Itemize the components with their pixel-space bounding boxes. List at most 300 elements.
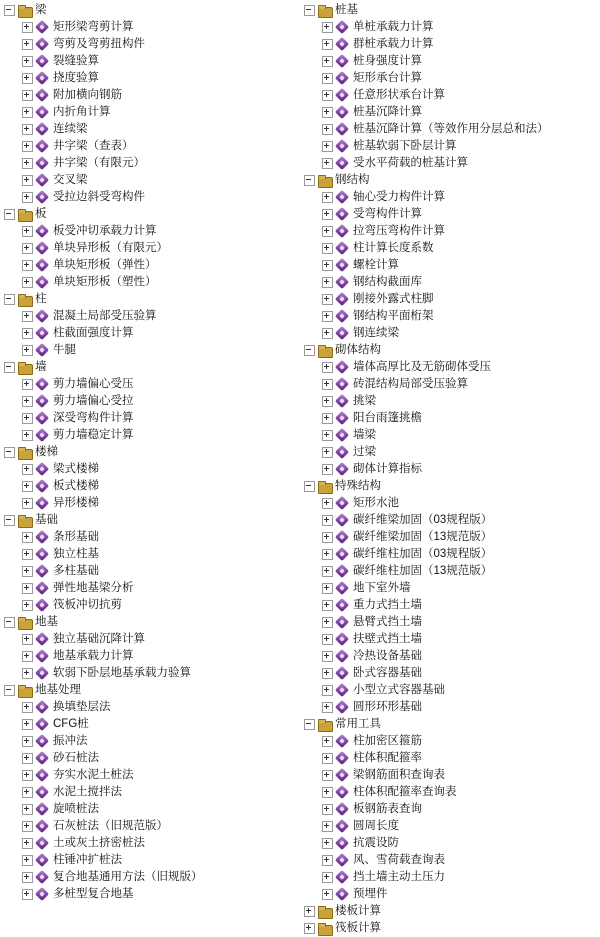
tree-group-item[interactable] <box>4 512 300 529</box>
tree-leaf-item[interactable] <box>4 886 300 903</box>
document-icon <box>336 634 350 646</box>
tree-leaf-item[interactable] <box>304 512 600 529</box>
collapse-minus-icon[interactable] <box>304 175 315 186</box>
expand-plus-icon[interactable] <box>22 855 33 866</box>
tree-item-label: 砌体计算指标 <box>353 463 422 475</box>
tree-item-label: 挑梁 <box>353 395 376 407</box>
expand-plus-icon[interactable] <box>322 668 333 679</box>
tree-leaf-item[interactable] <box>304 682 600 699</box>
expand-plus-icon[interactable] <box>22 549 33 560</box>
tree-item-label: 挠度验算 <box>53 72 99 84</box>
expand-plus-icon[interactable] <box>22 532 33 543</box>
tree-item-label: 板式楼梯 <box>53 480 99 492</box>
tree-item-label: 冷热设备基础 <box>353 650 422 662</box>
collapse-minus-icon[interactable] <box>304 481 315 492</box>
tree-leaf-item[interactable] <box>4 410 300 427</box>
expand-plus-icon[interactable] <box>322 566 333 577</box>
expand-plus-icon[interactable] <box>22 73 33 84</box>
expand-plus-icon[interactable] <box>322 447 333 458</box>
expand-plus-icon[interactable] <box>22 430 33 441</box>
tree-leaf-item[interactable] <box>4 784 300 801</box>
tree-item-label: 井字梁（查表） <box>53 140 134 152</box>
tree-item-label: 矩形梁弯剪计算 <box>53 21 134 33</box>
tree-leaf-item[interactable] <box>4 495 300 512</box>
expand-plus-icon[interactable] <box>22 175 33 186</box>
tree-leaf-item[interactable] <box>4 104 300 121</box>
expand-plus-icon[interactable] <box>322 600 333 611</box>
tree-leaf-item[interactable] <box>304 631 600 648</box>
tree-leaf-item[interactable] <box>4 427 300 444</box>
tree-leaf-item[interactable] <box>4 478 300 495</box>
tree-item-label: 砖混结构局部受压验算 <box>353 378 468 390</box>
tree-leaf-item[interactable] <box>4 716 300 733</box>
expand-plus-icon[interactable] <box>22 141 33 152</box>
expand-plus-icon[interactable] <box>22 736 33 747</box>
expand-plus-icon[interactable] <box>322 498 333 509</box>
tree-leaf-item[interactable] <box>4 546 300 563</box>
tree-leaf-item[interactable] <box>4 818 300 835</box>
expand-plus-icon[interactable] <box>22 39 33 50</box>
document-icon <box>336 651 350 663</box>
expand-plus-icon[interactable] <box>322 260 333 271</box>
expand-plus-icon[interactable] <box>22 192 33 203</box>
expand-plus-icon[interactable] <box>322 532 333 543</box>
collapse-minus-icon[interactable] <box>4 5 15 16</box>
tree-leaf-item[interactable] <box>4 189 300 206</box>
document-icon <box>36 872 50 884</box>
expand-plus-icon[interactable] <box>22 634 33 645</box>
document-icon <box>336 889 350 901</box>
document-icon <box>36 481 50 493</box>
document-icon <box>36 804 50 816</box>
tree-leaf-item[interactable] <box>304 444 600 461</box>
tree-leaf-item[interactable] <box>304 121 600 138</box>
expand-plus-icon[interactable] <box>22 107 33 118</box>
tree-leaf-item[interactable] <box>4 393 300 410</box>
expand-plus-icon[interactable] <box>22 889 33 900</box>
expand-plus-icon[interactable] <box>322 515 333 526</box>
tree-leaf-item[interactable] <box>304 257 600 274</box>
tree-leaf-item[interactable] <box>304 733 600 750</box>
tree-leaf-item[interactable] <box>4 257 300 274</box>
tree-leaf-item[interactable] <box>4 70 300 87</box>
tree-leaf-item[interactable] <box>304 886 600 903</box>
document-icon <box>36 719 50 731</box>
expand-plus-icon[interactable] <box>322 328 333 339</box>
tree-item-label: 受水平荷载的桩基计算 <box>353 157 468 169</box>
tree-leaf-item[interactable] <box>304 767 600 784</box>
collapse-minus-icon[interactable] <box>4 447 15 458</box>
expand-plus-icon[interactable] <box>22 277 33 288</box>
tree-leaf-item[interactable] <box>4 699 300 716</box>
expand-plus-icon[interactable] <box>22 260 33 271</box>
expand-plus-icon[interactable] <box>322 158 333 169</box>
expand-plus-icon[interactable] <box>322 838 333 849</box>
tree-leaf-item[interactable] <box>304 223 600 240</box>
document-icon <box>36 702 50 714</box>
tree-leaf-item[interactable] <box>4 665 300 682</box>
expand-plus-icon[interactable] <box>322 787 333 798</box>
document-icon <box>36 430 50 442</box>
tree-leaf-item[interactable] <box>304 580 600 597</box>
tree-leaf-item[interactable] <box>304 750 600 767</box>
tree-group-item[interactable] <box>4 2 300 19</box>
tree-leaf-item[interactable] <box>304 461 600 478</box>
expand-plus-icon[interactable] <box>304 906 315 917</box>
tree-item-label: 地下室外墙 <box>353 582 411 594</box>
expand-plus-icon[interactable] <box>22 600 33 611</box>
tree-leaf-item[interactable] <box>4 155 300 172</box>
tree-leaf-item[interactable] <box>4 733 300 750</box>
document-icon <box>36 243 50 255</box>
expand-plus-icon[interactable] <box>322 39 333 50</box>
document-icon <box>36 175 50 187</box>
tree-item-label: 梁式楼梯 <box>53 463 99 475</box>
expand-plus-icon[interactable] <box>22 396 33 407</box>
document-icon <box>36 311 50 323</box>
collapse-minus-icon[interactable] <box>304 719 315 730</box>
tree-leaf-item[interactable] <box>4 172 300 189</box>
tree-group-item[interactable] <box>4 291 300 308</box>
expand-plus-icon[interactable] <box>322 736 333 747</box>
tree-leaf-item[interactable] <box>304 308 600 325</box>
expand-plus-icon[interactable] <box>322 464 333 475</box>
document-icon <box>36 90 50 102</box>
tree-item-label: 墙 <box>35 361 47 373</box>
tree-item-label: 土或灰土挤密桩法 <box>53 837 145 849</box>
tree-leaf-item[interactable] <box>4 597 300 614</box>
expand-plus-icon[interactable] <box>322 124 333 135</box>
document-icon <box>336 838 350 850</box>
collapse-minus-icon[interactable] <box>4 362 15 373</box>
expand-plus-icon[interactable] <box>22 787 33 798</box>
tree-item-label: 墙体高厚比及无筋砌体受压 <box>353 361 491 373</box>
document-icon <box>336 787 350 799</box>
expand-plus-icon[interactable] <box>322 634 333 645</box>
expand-plus-icon[interactable] <box>22 668 33 679</box>
expand-plus-icon[interactable] <box>322 872 333 883</box>
collapse-minus-icon[interactable] <box>304 345 315 356</box>
tree-group-item[interactable] <box>4 682 300 699</box>
tree-item-label: 风、雪荷载查询表 <box>353 854 445 866</box>
expand-plus-icon[interactable] <box>322 821 333 832</box>
tree-leaf-item[interactable] <box>4 580 300 597</box>
expand-plus-icon[interactable] <box>22 804 33 815</box>
expand-plus-icon[interactable] <box>22 226 33 237</box>
tree-item-label: 碳纤维柱加固（13规范版） <box>353 565 493 577</box>
tree-leaf-item[interactable] <box>304 104 600 121</box>
document-icon <box>336 362 350 374</box>
tree-item-label: 板 <box>35 208 47 220</box>
tree-leaf-item[interactable] <box>304 818 600 835</box>
tree-leaf-item[interactable] <box>304 36 600 53</box>
expand-plus-icon[interactable] <box>22 464 33 475</box>
tree-item-label: 任意形状承台计算 <box>353 89 445 101</box>
folder-icon <box>318 5 332 17</box>
expand-plus-icon[interactable] <box>322 413 333 424</box>
tree-leaf-item[interactable] <box>4 869 300 886</box>
expand-plus-icon[interactable] <box>322 226 333 237</box>
tree-leaf-item[interactable] <box>304 155 600 172</box>
collapse-minus-icon[interactable] <box>4 685 15 696</box>
tree-leaf-item[interactable] <box>304 325 600 342</box>
tree-leaf-item[interactable] <box>4 529 300 546</box>
tree-leaf-item[interactable] <box>304 801 600 818</box>
tree-group-item[interactable] <box>4 359 300 376</box>
expand-plus-icon[interactable] <box>22 56 33 67</box>
tree-item-label: 楼板计算 <box>335 905 381 917</box>
document-icon <box>336 464 350 476</box>
collapse-minus-icon[interactable] <box>4 294 15 305</box>
document-icon <box>36 855 50 867</box>
tree-item-label: 交叉梁 <box>53 174 88 186</box>
expand-plus-icon[interactable] <box>322 396 333 407</box>
expand-plus-icon[interactable] <box>22 243 33 254</box>
tree-group-item[interactable] <box>304 920 600 937</box>
expand-plus-icon[interactable] <box>22 90 33 101</box>
tree-leaf-item[interactable] <box>4 750 300 767</box>
tree-group-item[interactable] <box>304 903 600 920</box>
tree-leaf-item[interactable] <box>4 342 300 359</box>
document-icon <box>336 260 350 272</box>
tree-leaf-item[interactable] <box>4 223 300 240</box>
tree-item-label: 夯实水泥土桩法 <box>53 769 134 781</box>
document-icon <box>36 39 50 51</box>
expand-plus-icon[interactable] <box>322 311 333 322</box>
tree-item-label: 基础 <box>35 514 58 526</box>
tree-item-label: 砌体结构 <box>335 344 381 356</box>
expand-plus-icon[interactable] <box>322 209 333 220</box>
tree-item-label: 软弱下卧层地基承载力验算 <box>53 667 191 679</box>
tree-leaf-item[interactable] <box>4 36 300 53</box>
document-icon <box>36 379 50 391</box>
tree-leaf-item[interactable] <box>304 206 600 223</box>
expand-plus-icon[interactable] <box>22 719 33 730</box>
expand-plus-icon[interactable] <box>22 583 33 594</box>
tree-leaf-item[interactable] <box>4 240 300 257</box>
expand-plus-icon[interactable] <box>22 651 33 662</box>
expand-plus-icon[interactable] <box>322 73 333 84</box>
document-icon <box>336 226 350 238</box>
expand-plus-icon[interactable] <box>322 770 333 781</box>
tree-group-item[interactable] <box>304 478 600 495</box>
tree-leaf-item[interactable] <box>4 376 300 393</box>
expand-plus-icon[interactable] <box>22 838 33 849</box>
folder-icon <box>318 906 332 918</box>
tree-leaf-item[interactable] <box>304 359 600 376</box>
tree-leaf-item[interactable] <box>4 563 300 580</box>
expand-plus-icon[interactable] <box>322 651 333 662</box>
tree-item-label: 独立基础沉降计算 <box>53 633 145 645</box>
expand-plus-icon[interactable] <box>22 498 33 509</box>
tree-group-item[interactable] <box>4 444 300 461</box>
tree-group-item[interactable] <box>304 172 600 189</box>
expand-plus-icon[interactable] <box>22 566 33 577</box>
expand-plus-icon[interactable] <box>22 702 33 713</box>
tree-leaf-item[interactable] <box>304 291 600 308</box>
tree-leaf-item[interactable] <box>4 19 300 36</box>
tree-item-label: 碳纤维梁加固（03规程版） <box>353 514 493 526</box>
expand-plus-icon[interactable] <box>322 430 333 441</box>
expand-plus-icon[interactable] <box>22 872 33 883</box>
expand-plus-icon[interactable] <box>322 685 333 696</box>
expand-plus-icon[interactable] <box>22 311 33 322</box>
document-icon <box>336 498 350 510</box>
expand-plus-icon[interactable] <box>322 56 333 67</box>
document-icon <box>36 413 50 425</box>
tree-leaf-item[interactable] <box>304 189 600 206</box>
expand-plus-icon[interactable] <box>322 753 333 764</box>
expand-plus-icon[interactable] <box>322 277 333 288</box>
expand-plus-icon[interactable] <box>22 753 33 764</box>
tree-leaf-item[interactable] <box>304 19 600 36</box>
tree-item-label: 柱截面强度计算 <box>53 327 134 339</box>
expand-plus-icon[interactable] <box>322 583 333 594</box>
tree-leaf-item[interactable] <box>4 53 300 70</box>
tree-leaf-item[interactable] <box>4 835 300 852</box>
expand-plus-icon[interactable] <box>22 158 33 169</box>
expand-plus-icon[interactable] <box>22 481 33 492</box>
tree-item-label: 钢连续梁 <box>353 327 399 339</box>
expand-plus-icon[interactable] <box>22 413 33 424</box>
tree-group-item[interactable] <box>4 614 300 631</box>
tree-item-label: 螺栓计算 <box>353 259 399 271</box>
document-icon <box>36 260 50 272</box>
tree-leaf-item[interactable] <box>304 138 600 155</box>
tree-item-label: 换填垫层法 <box>53 701 111 713</box>
expand-plus-icon[interactable] <box>322 702 333 713</box>
expand-plus-icon[interactable] <box>322 243 333 254</box>
tree-item-label: 独立柱基 <box>53 548 99 560</box>
tree-leaf-item[interactable] <box>304 70 600 87</box>
document-icon <box>336 311 350 323</box>
expand-plus-icon[interactable] <box>322 617 333 628</box>
expand-plus-icon[interactable] <box>22 328 33 339</box>
collapse-minus-icon[interactable] <box>304 5 315 16</box>
tree-leaf-item[interactable] <box>304 852 600 869</box>
tree-leaf-item[interactable] <box>304 597 600 614</box>
expand-plus-icon[interactable] <box>322 141 333 152</box>
document-icon <box>36 73 50 85</box>
tree-leaf-item[interactable] <box>4 87 300 104</box>
tree-leaf-item[interactable] <box>304 87 600 104</box>
expand-plus-icon[interactable] <box>322 549 333 560</box>
tree-item-label: 裂缝验算 <box>53 55 99 67</box>
expand-plus-icon[interactable] <box>322 22 333 33</box>
expand-plus-icon[interactable] <box>322 107 333 118</box>
tree-leaf-item[interactable] <box>304 53 600 70</box>
tree-leaf-item[interactable] <box>304 240 600 257</box>
tree-leaf-item[interactable] <box>4 138 300 155</box>
tree-leaf-item[interactable] <box>304 529 600 546</box>
expand-plus-icon[interactable] <box>322 889 333 900</box>
expand-plus-icon[interactable] <box>22 379 33 390</box>
tree-group-item[interactable] <box>304 342 600 359</box>
tree-leaf-item[interactable] <box>304 376 600 393</box>
document-icon <box>336 549 350 561</box>
tree-item-label: CFG桩 <box>53 718 89 730</box>
tree-leaf-item[interactable] <box>4 767 300 784</box>
tree-leaf-item[interactable] <box>304 784 600 801</box>
tree-item-label: 单块矩形板（塑性） <box>53 276 157 288</box>
document-icon <box>36 226 50 238</box>
tree-column-right[interactable] <box>300 2 600 934</box>
tree-leaf-item[interactable] <box>304 495 600 512</box>
tree-item-label: 桩基 <box>335 4 358 16</box>
tree-leaf-item[interactable] <box>4 325 300 342</box>
tree-leaf-item[interactable] <box>304 614 600 631</box>
tree-leaf-item[interactable] <box>304 410 600 427</box>
expand-plus-icon[interactable] <box>22 22 33 33</box>
tree-leaf-item[interactable] <box>304 546 600 563</box>
expand-plus-icon[interactable] <box>322 804 333 815</box>
collapse-minus-icon[interactable] <box>4 617 15 628</box>
expand-plus-icon[interactable] <box>322 90 333 101</box>
tree-leaf-item[interactable] <box>4 461 300 478</box>
tree-leaf-item[interactable] <box>4 648 300 665</box>
tree-item-label: 拉弯压弯构件计算 <box>353 225 445 237</box>
tree-item-label: 受拉边斜受弯构件 <box>53 191 145 203</box>
tree-leaf-item[interactable] <box>304 648 600 665</box>
tree-leaf-item[interactable] <box>4 852 300 869</box>
tree-leaf-item[interactable] <box>4 274 300 291</box>
tree-item-label: 群桩承载力计算 <box>353 38 434 50</box>
tree-leaf-item[interactable] <box>4 121 300 138</box>
expand-plus-icon[interactable] <box>304 923 315 934</box>
document-icon <box>36 498 50 510</box>
folder-icon <box>18 685 32 697</box>
expand-plus-icon[interactable] <box>22 345 33 356</box>
expand-plus-icon[interactable] <box>22 821 33 832</box>
tree-leaf-item[interactable] <box>304 427 600 444</box>
document-icon <box>36 651 50 663</box>
tree-item-label: 石灰桩法（旧规范版） <box>53 820 168 832</box>
expand-plus-icon[interactable] <box>322 192 333 203</box>
expand-plus-icon[interactable] <box>22 770 33 781</box>
tree-column-left[interactable] <box>0 2 300 900</box>
tree-group-item[interactable] <box>304 2 600 19</box>
tree-group-item[interactable] <box>304 716 600 733</box>
collapse-minus-icon[interactable] <box>4 209 15 220</box>
expand-plus-icon[interactable] <box>22 124 33 135</box>
tree-leaf-item[interactable] <box>304 393 600 410</box>
tree-leaf-item[interactable] <box>4 631 300 648</box>
collapse-minus-icon[interactable] <box>4 515 15 526</box>
tree-item-label: 弯剪及弯剪扭构件 <box>53 38 145 50</box>
expand-plus-icon[interactable] <box>322 362 333 373</box>
tree-group-item[interactable] <box>4 206 300 223</box>
tree-leaf-item[interactable] <box>304 835 600 852</box>
expand-plus-icon[interactable] <box>322 379 333 390</box>
tree-item-label: 剪力墙偏心受拉 <box>53 395 134 407</box>
tree-item-label: 多桩型复合地基 <box>53 888 134 900</box>
document-icon <box>36 634 50 646</box>
tree-leaf-item[interactable] <box>304 563 600 580</box>
tree-leaf-item[interactable] <box>304 665 600 682</box>
tree-item-label: 板受冲切承载力计算 <box>53 225 157 237</box>
tree-item-label: 碳纤维梁加固（13规范版） <box>353 531 493 543</box>
document-icon <box>336 600 350 612</box>
expand-plus-icon[interactable] <box>322 855 333 866</box>
tree-leaf-item[interactable] <box>4 801 300 818</box>
expand-plus-icon[interactable] <box>322 294 333 305</box>
tree-leaf-item[interactable] <box>4 308 300 325</box>
tree-leaf-item[interactable] <box>304 699 600 716</box>
tree-leaf-item[interactable] <box>304 869 600 886</box>
document-icon <box>36 753 50 765</box>
tree-leaf-item[interactable] <box>304 274 600 291</box>
tree-item-label: 柱计算长度系数 <box>353 242 434 254</box>
